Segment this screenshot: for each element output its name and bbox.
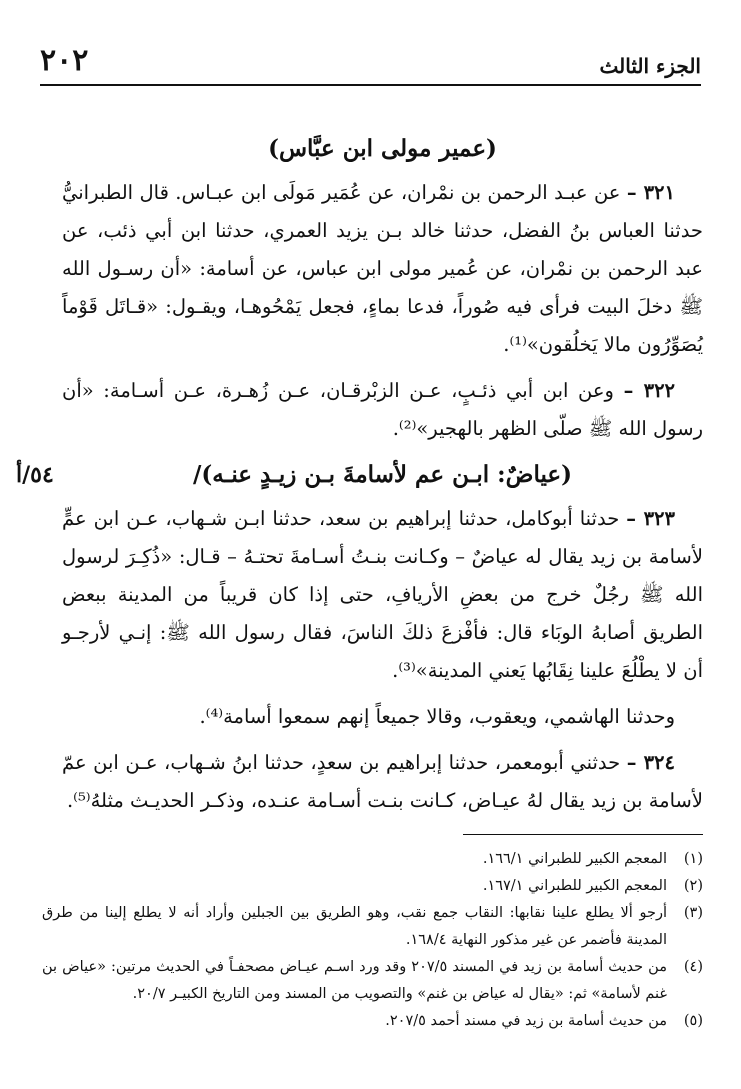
footnote-number: (٢) [683,878,703,894]
hadith-321 [62,174,703,364]
hadith-number: ٣٢١ – [626,181,675,204]
section-heading-row-iyad [16,456,703,494]
hadith-323-note [62,698,703,736]
footnotes [42,846,703,1035]
footnote [42,873,703,900]
hadith-text: عن عبـد الرحمن بن نمْران، عن عُمَير مَولَى ابن عبـاس. قال الطبرانيُّ حدثنا العباس بنُ الفضل، حدثنا خالد بـن يزيد العمري، حدثنا ابن أبي ذئب، عن عبد الرحمن بن نمْران، عن عُمير مولى ابن عباس، عن أسامة: «أن رسـول الله ﷺ دخلَ البيت فرأى فيه صُوراً، فدعا بماءٍ، فجعل يَمْحُوهـا، ويقـول: «قـاتَل قَوْماً يُصَوِّرُون مالا يَخلُقون»⁽¹⁾. [62,181,703,356]
section-heading-umair: (عمير مولى ابن عبَّاس) [268,135,497,162]
hadith-number: ٣٢٤ – [626,751,675,774]
hadith-text: وعن ابن أبي ذئـبٍ، عـن الزبْرقـان، عـن زُهـرة، عـن أسـامة: «أن رسول الله ﷺ صلّى الظهر بالهجير»⁽²⁾. [62,379,703,440]
page-header [40,44,701,86]
footnote-text: من حديث أسامة بن زيد في مسند أحمد ٢٠٧/٥. [385,1013,667,1029]
hadith-324 [62,744,703,820]
hadith-number: ٣٢٢ – [623,379,676,402]
footnote-number: (١) [683,851,703,867]
footnote-number: (٥) [683,1013,703,1029]
footnote-text: المعجم الكبير للطبراني ١٦٦/١. [482,851,667,867]
section-heading-iyad: (عياضٌ: ابـن عم لأسامةَ بـن زيـدٍ عنـه)/ [193,461,572,488]
footnote-text: المعجم الكبير للطبراني ١٦٧/١. [482,878,667,894]
footnote [42,900,703,954]
hadith-text: حدثني أبومعمر، حدثنا إبراهيم بن سعدٍ، حدثنا ابنُ شـهاب، عـن ابن عمّ لأسامة بن زيد يقال لهُ عيـاض، كـانت بنـت أسـامة عنـده، وذكـر الحديـث مثلهُ⁽⁵⁾. [62,751,703,812]
footnote-number: (٣) [683,905,703,921]
footnote [42,846,703,873]
hadith-322 [62,372,703,448]
hadith-text: حدثنا أبوكامل، حدثنا إبراهيم بن سعد، حدثنا ابـن شـهاب، عـن ابن عمٍّ لأسامة بن زيد يقال له عياضٌ – وكـانت بنـتُ أسـامةَ تحتـهُ – قـال: «ذُكِـرَ لرسول الله ﷺ رجُلٌ خرج من بعضِ الأريافِ، حتى إذا كان قريباً من المدينة ببعض الطريق أصابهُ الوبَاء قال: فأفْزعَ ذلكَ الناسَ، فقال رسول الله ﷺ: إنـي لأرجـو أن لا يطْلُعَ علينا نِقَابُها يَعني المدينة»⁽³⁾. [62,507,703,682]
footnote-number: (٤) [683,959,703,975]
hadith-number: ٣٢٣ – [626,507,675,530]
page-number: ٢٠٢ [40,43,89,78]
footnote-text: من حديث أسامة بن زيد في المسند ٢٠٧/٥ وقد ورد اسـم عيـاض مصحفـاً في الحديث مرتين: «عياض بن غنم لأسامة» ثم: «يقال له عياض بن غنم» والتصويب من المسند ومن التاريخ الكبيـر ٢٠/٧. [42,959,667,1002]
manuscript-folio-note: ٥٤/أ [16,462,54,488]
hadith-text: وحدثنا الهاشمي، ويعقوب، وقالا جميعاً إنهم سمعوا أسامة⁽⁴⁾. [199,705,675,728]
footnote-divider [463,834,703,835]
footnote [42,1008,703,1035]
footnote-text: أرجو ألا يطلع علينا نقابها: النقاب جمع نقب، وهو الطريق بين الجبلين وأراد أنه لا يطلع إلينا من طرق المدينة فأضمر عن غير مذكور النهاية ١٦٨/٤. [42,905,667,948]
page-body [16,130,703,828]
part-title: الجزء الثالث [599,54,701,78]
footnote [42,954,703,1008]
hadith-323 [62,500,703,690]
